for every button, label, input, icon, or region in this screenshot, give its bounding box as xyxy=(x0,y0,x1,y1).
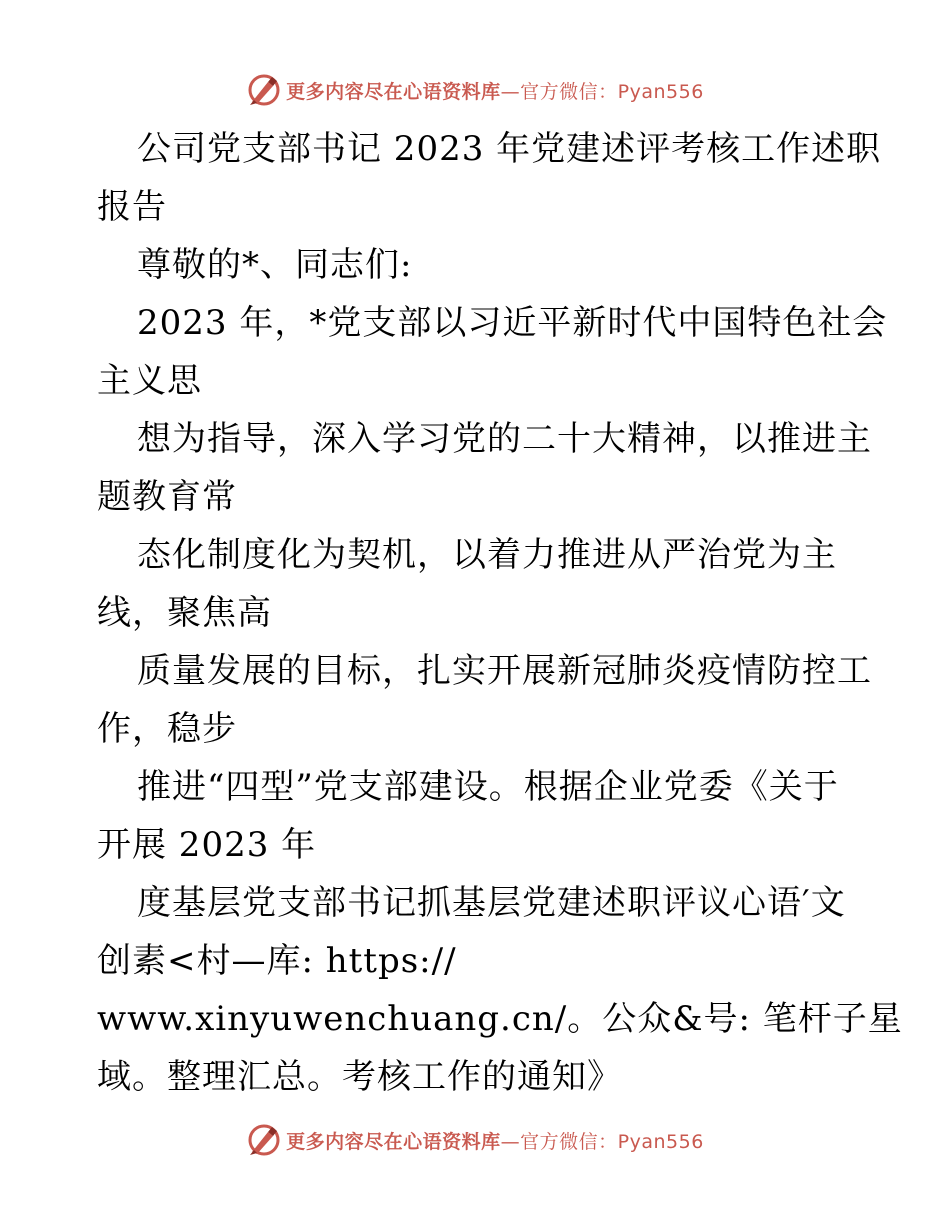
paragraph-line: 度基层党支部书记抓基层党建述职评议心语′文 xyxy=(137,883,846,923)
banner-separator: — xyxy=(500,80,521,103)
paragraph-line: 作，稳步 xyxy=(97,709,237,749)
paragraph-line: 线，聚焦高 xyxy=(97,593,272,633)
paragraph-line: 推进“四型”党支部建设。根据企业党委《关于 xyxy=(137,767,839,807)
paragraph-line: 题教育常 xyxy=(97,477,237,517)
pen-circle-logo-icon xyxy=(246,72,282,108)
paragraph-line: 2023 年，*党支部以习近平新时代中国特色社会 xyxy=(137,303,888,343)
document-body xyxy=(97,120,903,1106)
paragraph-line: 创素<村—库: https:// xyxy=(97,941,457,981)
banner-text xyxy=(286,77,704,104)
banner-text xyxy=(286,1127,704,1154)
paragraph-line: 开展 2023 年 xyxy=(97,825,317,865)
title-line-2: 报告 xyxy=(97,187,167,227)
banner-separator: — xyxy=(500,1130,521,1153)
banner-suffix-text: 官方微信：Pyan556 xyxy=(520,1130,704,1153)
banner-suffix-text: 官方微信：Pyan556 xyxy=(520,80,704,103)
salutation: 尊敬的*、同志们: xyxy=(137,245,413,285)
paragraph-line: www.xinyuwenchuang.cn/。公众&号: 笔杆子星 xyxy=(97,999,903,1039)
paragraph-line: 态化制度化为契机，以着力推进从严治党为主 xyxy=(137,535,837,575)
paragraph-line: 质量发展的目标，扎实开展新冠肺炎疫情防控工 xyxy=(137,651,872,691)
pen-circle-logo-icon xyxy=(246,1122,282,1158)
title-line-1: 公司党支部书记 2023 年党建述评考核工作述职 xyxy=(137,129,882,169)
paragraph-line: 域。整理汇总。考核工作的通知》 xyxy=(97,1057,622,1097)
banner-main-text: 更多内容尽在心语资料库 xyxy=(286,1130,501,1153)
paragraph-line: 主义思 xyxy=(97,361,202,401)
footer-banner xyxy=(0,1120,950,1160)
banner-main-text: 更多内容尽在心语资料库 xyxy=(286,80,501,103)
header-banner xyxy=(0,70,950,110)
paragraph-line: 想为指导，深入学习党的二十大精神，以推进主 xyxy=(137,419,872,459)
